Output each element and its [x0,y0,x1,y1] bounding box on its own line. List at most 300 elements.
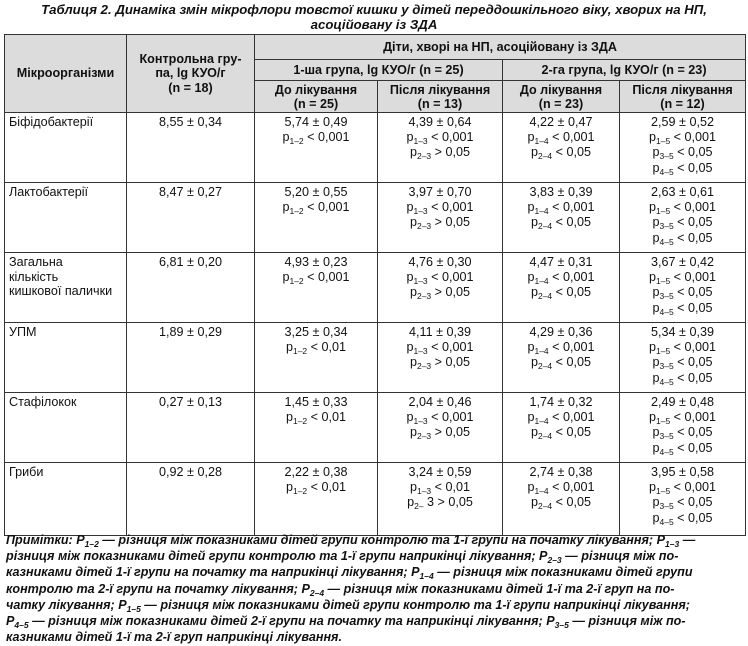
p-value-line [505,130,617,146]
p-symbol: p [409,425,417,440]
note-subscript: 1–4 [419,571,434,582]
p-subscript: 1–2 [289,205,304,216]
p-subscript: 1–4 [534,415,549,426]
p-value-line [380,130,500,146]
organism-name: Загальна [9,255,63,269]
value-cell-c3 [503,183,620,253]
p-relation: < 0,05 [673,370,713,385]
header-g2-before-n: (n = 23) [538,96,584,111]
p-subscript: 4–5 [659,376,674,387]
p-symbol: p [648,339,656,354]
p-symbol: p [530,285,538,300]
mean-value: 4,11 ± 0,39 [409,325,471,339]
p-relation: < 0,001 [548,199,595,214]
p-value-line [257,410,375,426]
p-subscript: 2– [414,501,424,512]
control-value: 0,27 ± 0,13 [159,395,222,409]
value-cell-c4 [620,393,746,463]
p-value-line [380,270,500,286]
p-symbol: p [652,300,660,315]
p-relation: > 0,05 [431,285,471,300]
p-subscript: 2–3 [416,431,432,442]
p-relation: > 0,05 [431,355,471,370]
p-relation: < 0,001 [670,339,717,354]
p-relation: < 0,05 [552,145,592,160]
p-relation: < 0,001 [670,199,717,214]
p-relation: < 0,001 [427,339,474,354]
p-value-line [505,285,617,301]
organism-name: кишкової палички [9,284,113,299]
p-value-line [622,200,743,216]
p-relation: < 0,001 [548,479,595,494]
p-subscript: 1–5 [655,275,671,286]
p-subscript: 1–5 [655,205,671,216]
p-value-line [505,410,617,426]
p-relation: < 0,05 [552,355,592,370]
p-relation: < 0,001 [303,199,350,214]
p-symbol: p [652,285,660,300]
p-value-line [505,340,617,356]
p-subscript: 1–4 [534,205,549,216]
p-symbol: p [652,160,660,175]
table-row [5,183,746,253]
p-subscript: 2–3 [416,361,432,372]
mean-value: 2,59 ± 0,52 [651,115,714,129]
p-symbol: p [648,479,656,494]
p-symbol: p [527,479,535,494]
mean-value: 5,34 ± 0,39 [651,325,714,339]
mean-value: 3,95 ± 0,58 [651,465,714,479]
value-cell-c2 [378,253,503,323]
table-row [5,323,746,393]
organism-name-cell [5,253,127,323]
p-subscript: 1–3 [413,205,428,216]
p-relation: 3 > 0,05 [423,495,473,510]
note-line [6,582,743,598]
control-value-cell [127,253,255,323]
p-value-line [380,145,500,161]
p-relation: < 0,01 [307,409,347,424]
control-value-cell [127,393,255,463]
header-g2-after [620,81,746,113]
mean-value: 1,74 ± 0,32 [529,395,593,409]
p-relation: < 0,001 [427,199,474,214]
caption-line-2: асоційовану із ЗДА [310,17,438,32]
p-subscript: 1–5 [655,345,671,356]
value-cell-c3 [503,323,620,393]
p-relation: < 0,05 [673,160,713,175]
p-symbol: p [409,355,417,370]
control-value: 8,47 ± 0,27 [159,185,222,199]
p-symbol: p [652,440,660,455]
p-value-line [505,480,617,496]
p-subscript: 3–5 [659,431,674,442]
mean-value: 4,47 ± 0,31 [529,255,593,269]
p-subscript: 4–5 [659,516,674,527]
mean-value: 4,39 ± 0,64 [408,115,472,129]
organism-name: кількість [9,269,59,284]
p-symbol: p [652,355,660,370]
organism-name: Стафілокок [9,395,77,409]
control-value-cell [127,323,255,393]
note-text: — різниця між показниками дітей 1-ї та 2-ї груп на по- [324,581,675,596]
organism-name-cell [5,323,127,393]
header-control-line-2: па, lg КУО/г [155,66,226,81]
note-text: — різниця між по- [561,549,679,564]
p-symbol: p [409,145,417,160]
mean-value: 2,63 ± 0,61 [651,185,714,199]
p-symbol: p [282,199,290,214]
p-relation: < 0,05 [552,285,592,300]
p-relation: > 0,05 [431,215,471,230]
p-value-line [622,215,743,231]
p-subscript: 1–4 [534,345,549,356]
header-g2-after-n: (n = 12) [660,96,705,111]
note-text: різниця між показниками дітей групи контролю та 1-ї групи наприкінці лікування; P [6,549,548,564]
p-relation: < 0,05 [673,355,713,370]
p-value-line [622,231,743,247]
note-text: казниками дітей 1-ї групи на початку та наприкінці лікування; P [6,565,420,580]
p-relation: < 0,05 [552,215,592,230]
p-subscript: 1–4 [534,135,549,146]
organism-name: Лактобактерії [9,185,89,199]
p-subscript: 1–2 [292,485,308,496]
value-cell-c2 [378,183,503,253]
mean-value: 3,83 ± 0,39 [529,185,593,199]
control-value-cell [127,183,255,253]
mean-value: 4,93 ± 0,23 [284,255,348,269]
p-value-line [622,480,743,496]
value-cell-c1 [255,113,378,183]
note-text: — різниця між по- [568,614,686,629]
note-line [6,630,743,645]
table-row [5,113,746,183]
p-subscript: 3–5 [659,501,674,512]
header-organisms: Мікроорганізми [5,35,127,113]
p-subscript: 1–3 [413,135,428,146]
mean-value: 2,04 ± 0,46 [408,395,472,409]
p-symbol: p [527,199,535,214]
p-subscript: 4–5 [659,236,674,247]
p-symbol: p [652,370,660,385]
header-g1-after-n: (n = 13) [417,96,463,111]
p-subscript: 4–5 [659,166,674,177]
p-symbol: p [648,269,656,284]
table-body [5,113,746,536]
mean-value: 2,22 ± 0,38 [284,465,348,479]
p-value-line [505,495,617,511]
value-cell-c1 [255,463,378,536]
p-value-line [622,270,743,286]
note-subscript: 2–4 [309,587,325,598]
mean-value: 5,74 ± 0,49 [284,115,348,129]
p-symbol: p [652,145,660,160]
table-notes [6,533,743,645]
p-relation: > 0,05 [431,425,471,440]
value-cell-c3 [503,113,620,183]
p-value-line [622,285,743,301]
p-subscript: 1–3 [413,415,428,426]
note-text: Примітки: P [6,533,85,547]
mean-value: 2,74 ± 0,38 [529,465,593,479]
table-row [5,253,746,323]
note-text: — [679,533,696,547]
header-control-line-1: Контрольна гру- [139,51,242,66]
p-value-line [622,371,743,387]
p-subscript: 2–4 [537,151,553,162]
header-group-2: 2-га група, lg КУО/г (n = 23) [503,60,746,81]
header-g1-before-n: (n = 25) [293,96,339,111]
p-symbol: p [409,215,417,230]
p-value-line [380,410,500,426]
p-symbol: p [527,129,535,144]
p-subscript: 1–2 [292,345,308,356]
control-value: 8,55 ± 0,34 [159,115,222,129]
organism-name: Біфідобактерії [9,115,94,129]
note-subscript: 1–5 [126,603,141,614]
p-relation: < 0,001 [548,339,595,354]
p-symbol: p [282,269,290,284]
note-text: — різниця між показниками дітей групи контролю та 1-ї групи наприкінці лікування; [140,597,690,612]
note-subscript: 2–3 [547,555,562,566]
p-symbol: p [409,479,417,494]
mean-value: 4,29 ± 0,36 [529,325,593,339]
p-symbol: p [406,199,414,214]
p-value-line [257,270,375,286]
header-group-1: 1-ша група, lg КУО/г (n = 25) [255,60,503,81]
p-subscript: 1–4 [534,275,549,286]
value-cell-c4 [620,323,746,393]
p-symbol: p [285,409,293,424]
p-relation: < 0,05 [552,495,592,510]
p-symbol: p [530,425,538,440]
p-subscript: 1–3 [413,275,428,286]
p-subscript: 2–3 [416,151,432,162]
note-text: казниками дітей 1-ї та 2-ї груп наприкінці лікування. [6,630,342,645]
p-relation: < 0,05 [552,425,592,440]
header-g2-before [503,81,620,113]
value-cell-c1 [255,183,378,253]
p-symbol: p [648,129,656,144]
value-cell-c4 [620,113,746,183]
mean-value: 3,67 ± 0,42 [651,255,714,269]
p-relation: < 0,001 [670,409,717,424]
note-text: — різниця між показниками дітей групи контролю та 1-ї групи на початку лікування; P [98,533,666,547]
p-relation: < 0,001 [548,129,595,144]
p-symbol: p [652,425,660,440]
header-g2-before-label: До лікування [519,82,603,97]
control-value-cell [127,463,255,536]
p-relation: < 0,05 [673,215,713,230]
header-control [127,35,255,113]
organism-name: Гриби [9,465,44,479]
p-value-line [622,161,743,177]
p-value-line [257,480,375,496]
p-relation: < 0,001 [427,129,474,144]
mean-value: 1,45 ± 0,33 [284,395,348,409]
p-relation: < 0,001 [303,129,350,144]
p-subscript: 1–2 [289,135,304,146]
p-value-line [380,215,500,231]
mean-value: 3,25 ± 0,34 [284,325,348,339]
p-relation: < 0,001 [670,479,717,494]
p-value-line [622,511,743,527]
p-symbol: p [652,495,660,510]
p-value-line [257,200,375,216]
p-relation: < 0,001 [670,129,717,144]
p-subscript: 2–4 [537,501,553,512]
p-value-line [505,145,617,161]
p-subscript: 2–3 [416,221,432,232]
p-value-line [380,340,500,356]
p-subscript: 1–2 [292,415,308,426]
p-symbol: p [648,409,656,424]
p-subscript: 2–4 [537,431,553,442]
p-relation: < 0,01 [307,479,347,494]
table-caption [6,2,742,32]
p-value-line [380,425,500,441]
p-subscript: 3–5 [659,361,674,372]
mean-value: 3,97 ± 0,70 [408,185,472,199]
p-value-line [257,340,375,356]
header-g2-after-label: Після лікування [632,82,733,97]
p-subscript: 1–3 [413,345,428,356]
note-text: — різниця між показниками дітей 2-ї групи на початку та наприкінці лікування; P [28,614,555,629]
p-subscript: 2–4 [537,291,553,302]
p-relation: < 0,001 [548,409,595,424]
note-text: — різниця між показниками дітей групи [433,565,693,580]
p-symbol: p [652,510,660,525]
p-relation: < 0,001 [303,269,350,284]
note-text: контролю та 2-ї групи на початку лікування; P [6,581,310,596]
microflora-table [4,34,746,536]
p-subscript: 1–5 [655,485,671,496]
p-subscript: 2–4 [537,361,553,372]
p-value-line [622,340,743,356]
p-relation: < 0,05 [673,425,713,440]
organism-name: УПМ [9,325,37,339]
header-sick-children: Діти, хворі на НП, асоційовану із ЗДА [255,35,746,60]
note-text: чатку лікування; P [6,597,127,612]
p-subscript: 3–5 [659,221,674,232]
p-symbol: p [406,269,414,284]
p-relation: < 0,001 [670,269,717,284]
p-value-line [622,425,743,441]
organism-name-cell [5,393,127,463]
control-value: 6,81 ± 0,20 [159,255,222,269]
organism-name-cell [5,183,127,253]
p-value-line [622,495,743,511]
table-row [5,463,746,536]
note-subscript: 1–2 [84,539,99,549]
value-cell-c2 [378,323,503,393]
value-cell-c1 [255,393,378,463]
p-symbol: p [530,495,538,510]
p-symbol: p [406,409,414,424]
mean-value: 3,24 ± 0,59 [408,465,472,479]
p-value-line [622,145,743,161]
p-relation: < 0,01 [307,339,347,354]
organism-name-cell [5,463,127,536]
p-value-line [505,425,617,441]
p-relation: < 0,001 [548,269,595,284]
p-subscript: 3–5 [659,291,674,302]
p-subscript: 2–4 [537,221,553,232]
p-value-line [622,441,743,457]
p-subscript: 1–5 [655,135,671,146]
p-subscript: 2–3 [416,291,432,302]
p-value-line [505,355,617,371]
p-relation: > 0,05 [431,145,471,160]
p-symbol: p [285,479,293,494]
p-symbol: p [282,129,290,144]
p-value-line [622,355,743,371]
p-symbol: p [406,129,414,144]
p-subscript: 1–3 [416,485,432,496]
p-value-line [622,130,743,146]
p-relation: < 0,05 [673,510,713,525]
value-cell-c4 [620,183,746,253]
p-symbol: p [648,199,656,214]
p-relation: < 0,05 [673,440,713,455]
p-symbol: p [527,409,535,424]
note-text: P [6,614,15,629]
value-cell-c1 [255,253,378,323]
p-relation: < 0,05 [673,300,713,315]
p-relation: < 0,01 [431,479,471,494]
p-symbol: p [652,230,660,245]
p-subscript: 1–2 [289,275,304,286]
p-symbol: p [530,145,538,160]
p-subscript: 3–5 [659,151,674,162]
control-value-cell [127,113,255,183]
note-line [6,565,743,581]
p-value-line [380,495,500,511]
note-line [6,614,743,630]
p-value-line [380,480,500,496]
value-cell-c4 [620,253,746,323]
mean-value: 2,49 ± 0,48 [651,395,714,409]
header-g1-before [255,81,378,113]
p-relation: < 0,05 [673,230,713,245]
p-subscript: 1–4 [534,485,549,496]
p-value-line [505,270,617,286]
p-value-line [505,215,617,231]
organism-name-cell [5,113,127,183]
mean-value: 4,76 ± 0,30 [408,255,472,269]
note-subscript: 1–3 [665,539,680,549]
p-symbol: p [406,339,414,354]
p-symbol: p [652,215,660,230]
note-subscript: 4–5 [14,620,29,631]
p-subscript: 4–5 [659,306,674,317]
value-cell-c2 [378,463,503,536]
p-value-line [380,200,500,216]
control-value: 0,92 ± 0,28 [159,465,222,479]
mean-value: 4,22 ± 0,47 [529,115,593,129]
p-relation: < 0,05 [673,145,713,160]
p-symbol: p [530,215,538,230]
p-value-line [380,285,500,301]
p-subscript: 1–5 [655,415,671,426]
value-cell-c3 [503,463,620,536]
p-value-line [257,130,375,146]
value-cell-c4 [620,463,746,536]
p-symbol: p [407,495,415,510]
note-line [6,598,743,614]
header-control-line-3: (n = 18) [168,80,213,95]
table-row [5,393,746,463]
